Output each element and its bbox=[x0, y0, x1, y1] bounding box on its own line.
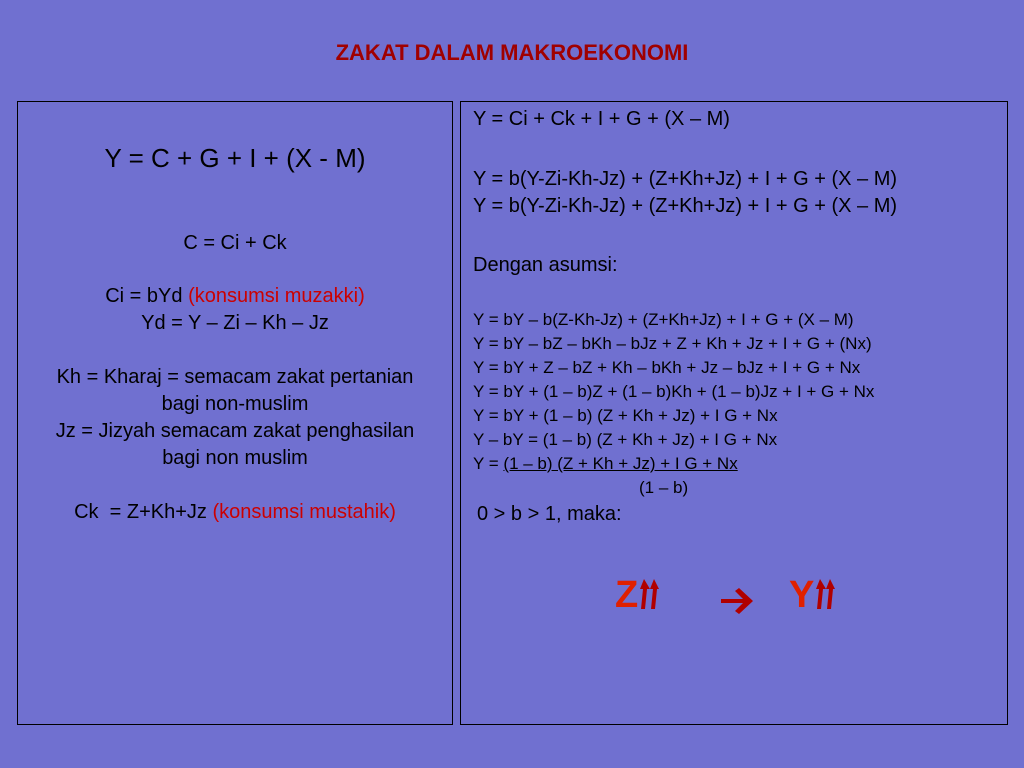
y-increase bbox=[789, 574, 836, 617]
c-definition: C = Ci + Ck bbox=[183, 232, 287, 254]
z-increase bbox=[615, 574, 660, 617]
equation-3: Y = b(Y-Zi-Kh-Jz) + (Z+Kh+Jz) + I + G + (X – M) bbox=[473, 195, 898, 217]
final-denominator: (1 – b) bbox=[639, 478, 689, 497]
kh-definition-line2: bagi non-muslim bbox=[161, 393, 309, 415]
y-label: Y bbox=[789, 574, 815, 616]
condition: 0 > b > 1, maka: bbox=[477, 503, 622, 525]
derivation-step: Y = bY + (1 – b)Z + (1 – b)Kh + (1 – b)Jz + I + G + Nx bbox=[473, 382, 875, 401]
derivation-step: Y = bY + (1 – b) (Z + Kh + Jz) + I G + Nx bbox=[473, 406, 778, 425]
ci-note: (konsumsi muzakki) bbox=[188, 285, 365, 307]
ck-note: (konsumsi mustahik) bbox=[212, 501, 396, 523]
double-up-arrow-icon bbox=[638, 577, 660, 611]
double-up-arrow-icon bbox=[814, 577, 836, 611]
equation-1: Y = Ci + Ck + I + G + (X – M) bbox=[473, 108, 730, 130]
z-label: Z bbox=[615, 574, 639, 616]
main-equation: Y = C + G + I + (X - M) bbox=[104, 143, 366, 173]
derivation-step: Y = bY + Z – bZ + Kh – bKh + Jz – bJz + I + G + Nx bbox=[473, 358, 861, 377]
derivation-step: Y – bY = (1 – b) (Z + Kh + Jz) + I G + Nx bbox=[473, 430, 778, 449]
equation-2: Y = b(Y-Zi-Kh-Jz) + (Z+Kh+Jz) + I + G + (X – M) bbox=[473, 168, 898, 190]
final-prefix: Y = bbox=[473, 454, 504, 473]
final-equation bbox=[473, 452, 738, 476]
ck-definition bbox=[18, 499, 452, 526]
ci-definition bbox=[18, 283, 452, 310]
left-panel bbox=[17, 101, 453, 725]
yd-definition: Yd = Y – Zi – Kh – Jz bbox=[141, 312, 329, 334]
kh-definition-line1: Kh = Kharaj = semacam zakat pertanian bbox=[56, 366, 414, 388]
page-title: ZAKAT DALAM MAKROEKONOMI bbox=[335, 40, 689, 65]
jz-definition-line2: bagi non muslim bbox=[162, 447, 308, 469]
derivation-step: Y = bY – b(Z-Kh-Jz) + (Z+Kh+Jz) + I + G + (X – M) bbox=[473, 310, 854, 329]
final-numerator: (1 – b) (Z + Kh + Jz) + I G + Nx bbox=[503, 454, 738, 473]
right-arrow-icon bbox=[719, 588, 755, 614]
ck-formula: Ck = Z+Kh+Jz bbox=[74, 501, 207, 523]
right-panel bbox=[460, 101, 1008, 725]
derivation-step: Y = bY – bZ – bKh – bJz + Z + Kh + Jz + I + G + (Nx) bbox=[473, 334, 872, 353]
ci-formula: Ci = bYd bbox=[105, 285, 183, 307]
jz-definition-line1: Jz = Jizyah semacam zakat penghasilan bbox=[55, 420, 415, 442]
assumption-label: Dengan asumsi: bbox=[473, 254, 618, 276]
